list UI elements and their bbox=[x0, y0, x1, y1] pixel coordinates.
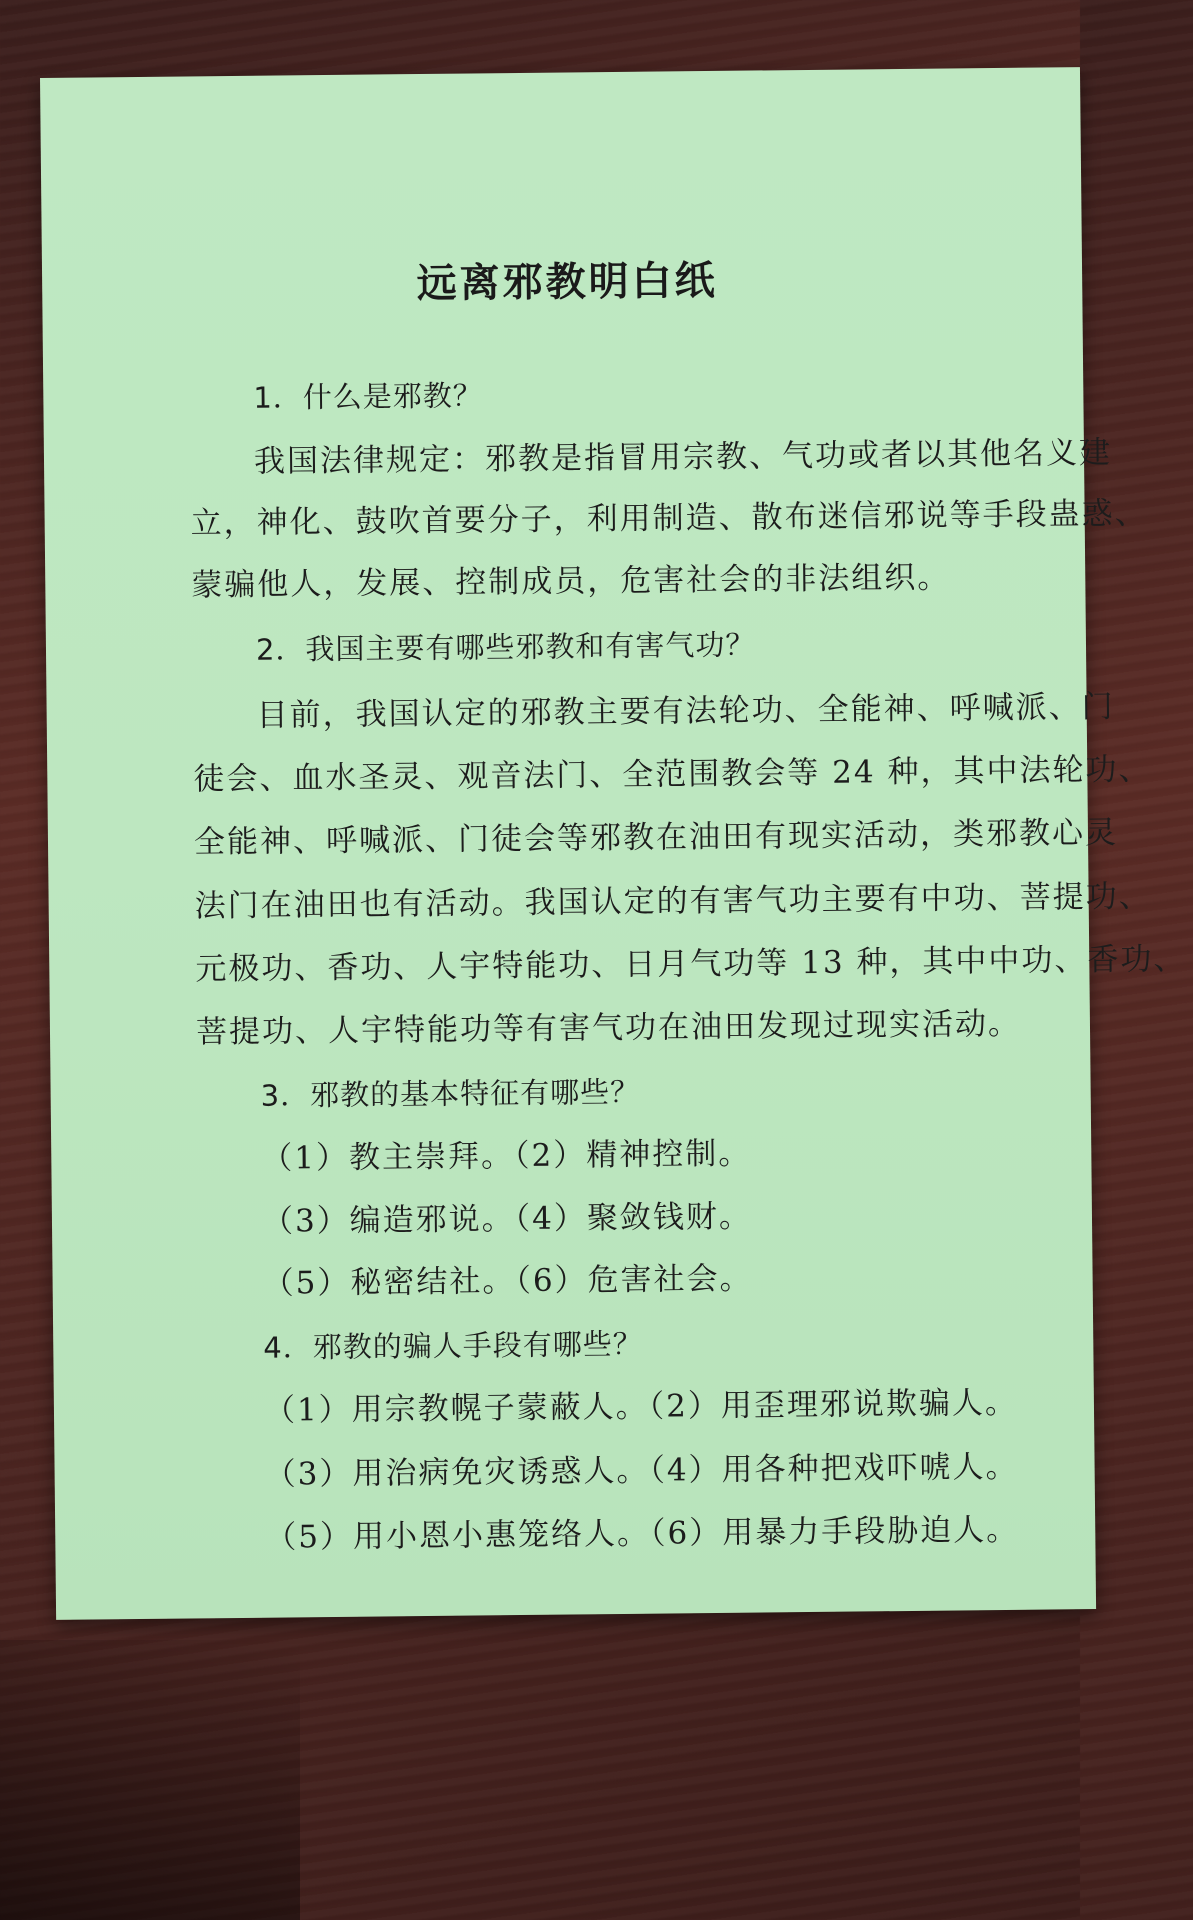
section-1-line: 立，神化、鼓吹首要分子，利用制造、散布迷信邪说等手段蛊惑、 bbox=[190, 495, 1148, 542]
document-title: 远离邪教明白纸 bbox=[416, 256, 718, 308]
section-4-line: （3）用治病免灾诱惑人。（4）用各种把戏吓唬人。 bbox=[264, 1448, 1019, 1493]
section-2-line: 目前，我国认定的邪教主要有法轮功、全能神、呼喊派、门 bbox=[256, 688, 1115, 734]
document-content bbox=[140, 67, 1187, 1556]
section-1-heading: 1．什么是邪教？ bbox=[253, 378, 483, 415]
section-2-line: 菩提功、人宇特能功等有害气功在油田发现过现实活动。 bbox=[195, 1005, 1022, 1051]
section-3-line: （3）编造邪说。（4）聚敛钱财。 bbox=[261, 1198, 753, 1240]
section-1-line: 我国法律规定：邪教是指冒用宗教、气功或者以其他名义建 bbox=[253, 434, 1113, 480]
section-1-line: 蒙骗他人，发展、控制成员，危害社会的非法组织。 bbox=[191, 559, 951, 604]
section-4-line: （5）用小恩小惠笼络人。（6）用暴力手段胁迫人。 bbox=[265, 1511, 1020, 1556]
section-4-line: （1）用宗教幌子蒙蔽人。（2）用歪理邪说欺骗人。 bbox=[263, 1384, 1019, 1429]
section-2-line: 元极功、香功、人宇特能功、日月气功等 13 种，其中中功、香功、 bbox=[195, 941, 1187, 988]
section-2-heading: 2．我国主要有哪些邪教和有害气功？ bbox=[255, 627, 756, 667]
section-3-line: （1）教主崇拜。（2）精神控制。 bbox=[261, 1135, 752, 1177]
paper-sheet bbox=[40, 67, 1187, 1620]
section-3-line: （5）秘密结社。（6）危害社会。 bbox=[262, 1260, 753, 1302]
section-2-line: 全能神、呼喊派、门徒会等邪教在油田有现实活动，类邪教心灵 bbox=[193, 814, 1119, 861]
section-3-heading: 3．邪教的基本特征有哪些？ bbox=[260, 1074, 641, 1113]
table-shadow bbox=[0, 1640, 300, 1920]
section-4-heading: 4．邪教的骗人手段有哪些？ bbox=[263, 1326, 643, 1365]
section-2-line: 法门在油田也有活动。我国认定的有害气功主要有中功、菩提功、 bbox=[194, 878, 1152, 925]
section-2-line: 徒会、血水圣灵、观音法门、全范围教会等 24 种，其中法轮功、 bbox=[193, 751, 1152, 798]
